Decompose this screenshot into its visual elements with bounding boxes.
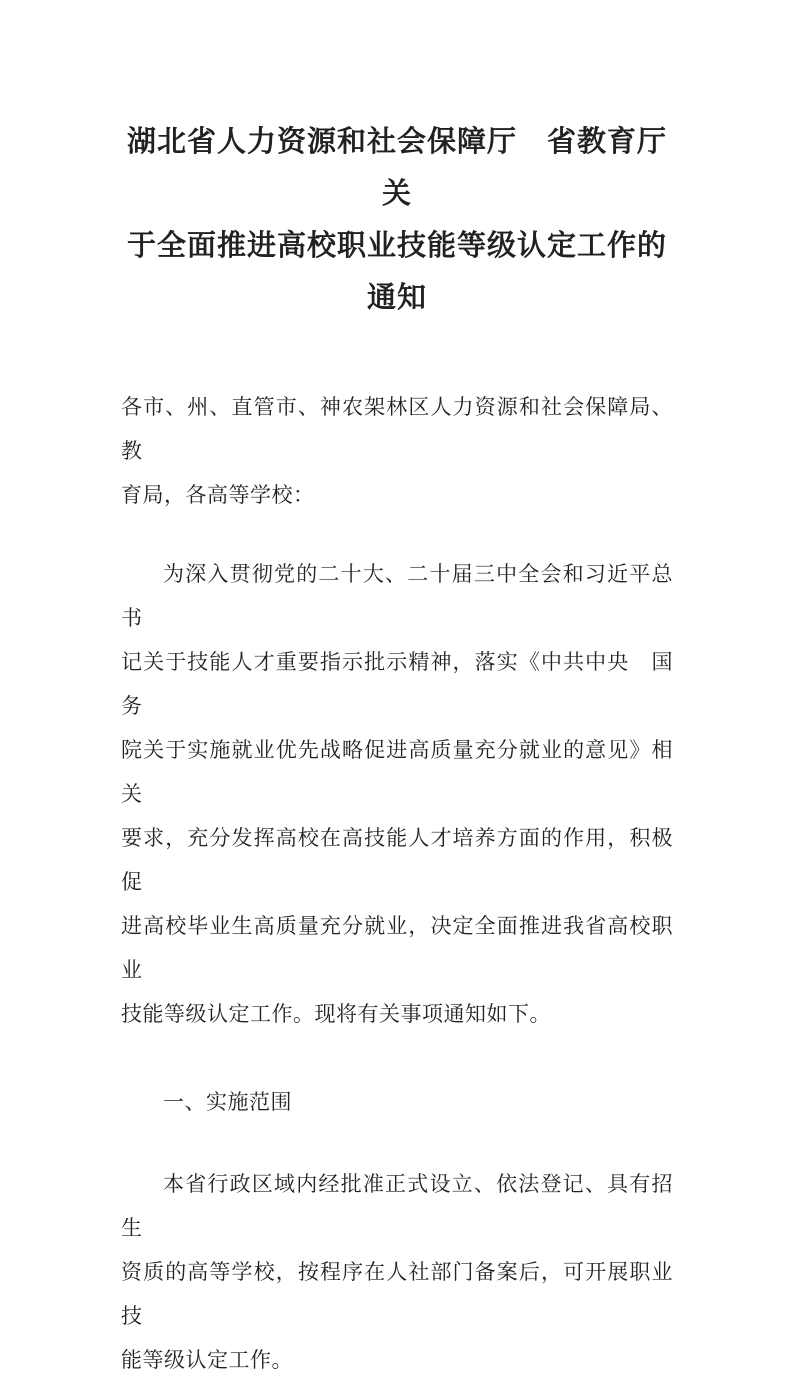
intro-paragraph-line-5: 进高校毕业生高质量充分就业，决定全面推进我省高校职业 <box>121 914 673 982</box>
intro-paragraph-line-3: 院关于实施就业优先战略促进高质量充分就业的意见》相关 <box>121 738 673 806</box>
intro-paragraph-line-4: 要求，充分发挥高校在高技能人才培养方面的作用，积极促 <box>121 826 673 894</box>
document-title <box>121 116 673 324</box>
section-1-paragraph <box>121 1162 673 1382</box>
document-title-line-3: 通知 <box>366 282 427 314</box>
salutation-line-1: 各市、州、直管市、神农架林区人力资源和社会保障局、教 <box>121 395 673 463</box>
salutation-line-2: 育局，各高等学校： <box>121 483 315 507</box>
intro-paragraph <box>121 552 673 1036</box>
section-1-line-2: 资质的高等学校，按程序在人社部门备案后，可开展职业技 <box>121 1260 673 1328</box>
intro-paragraph-line-6: 技能等级认定工作。现将有关事项通知如下。 <box>121 1002 551 1026</box>
salutation <box>121 385 673 517</box>
intro-paragraph-line-1: 为深入贯彻党的二十大、二十届三中全会和习近平总书 <box>121 562 673 630</box>
section-1-line-1: 本省行政区域内经批准正式设立、依法登记、具有招生 <box>121 1172 673 1240</box>
section-1-line-3: 能等级认定工作。 <box>121 1348 293 1372</box>
intro-paragraph-line-2: 记关于技能人才重要指示批示精神，落实《中共中央 国务 <box>121 650 673 718</box>
section-1-heading: 一、实施范围 <box>163 1090 292 1114</box>
document-title-line-1: 湖北省人力资源和社会保障厅 省教育厅关 <box>126 126 667 210</box>
document-title-line-2: 于全面推进高校职业技能等级认定工作的 <box>126 230 667 262</box>
